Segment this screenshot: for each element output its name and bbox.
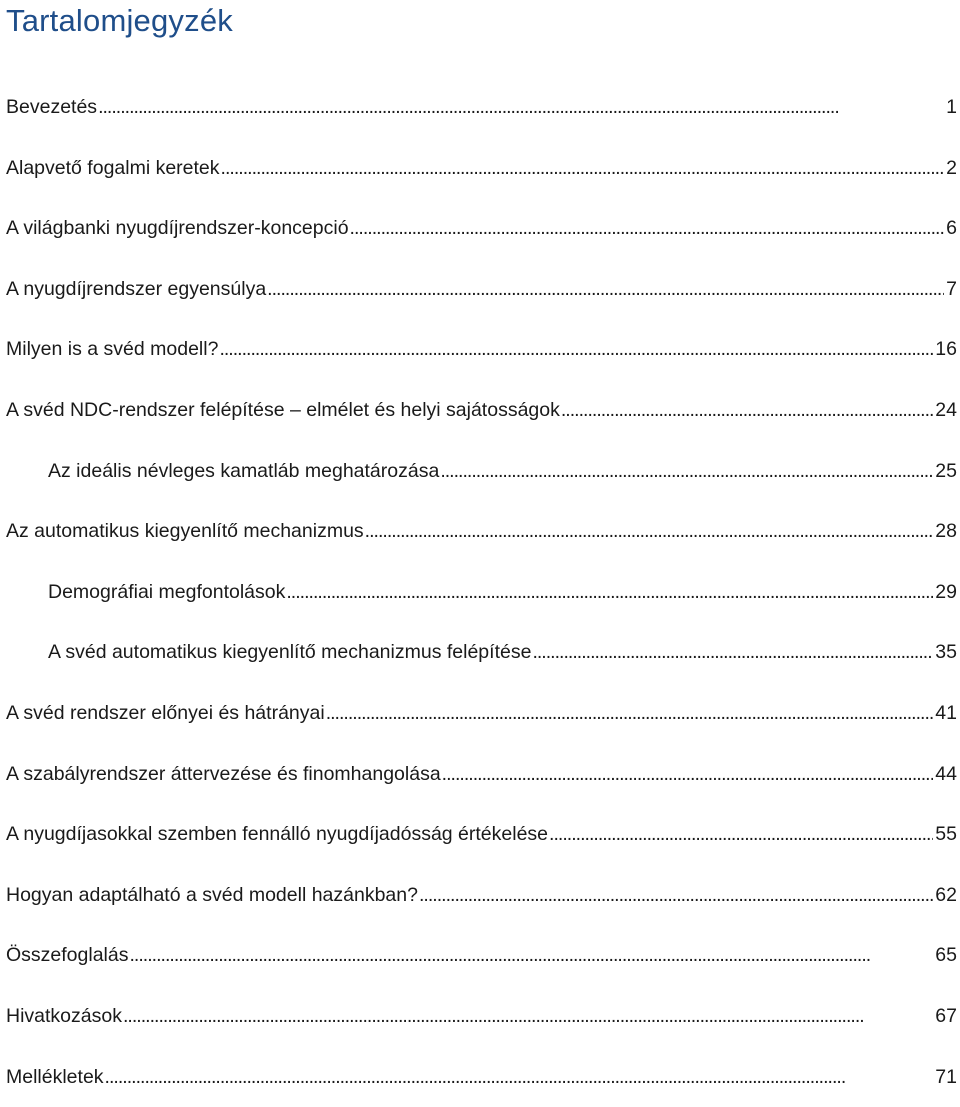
toc-entry-page: 29: [935, 562, 957, 623]
dot-leader: [326, 683, 934, 744]
toc-entry-label: Milyen is a svéd modell?: [6, 319, 218, 380]
toc-entry-page: 71: [935, 1047, 957, 1107]
toc-entry-page: 7: [946, 259, 957, 320]
dot-leader: [129, 925, 933, 986]
toc-entry-page: 1: [946, 77, 957, 138]
toc-entry[interactable]: [0, 501, 960, 562]
dot-leader: [440, 441, 933, 502]
dot-leader: [267, 259, 944, 320]
dot-leader: [350, 198, 945, 259]
toc-entry[interactable]: [0, 986, 960, 1047]
dot-leader: [105, 1047, 934, 1107]
dot-leader: [561, 380, 933, 441]
toc-entry-label: Hivatkozások: [6, 986, 122, 1047]
toc-entry-page: 2: [946, 138, 957, 199]
toc-entry-label: A svéd automatikus kiegyenlítő mechanizmus felépítése: [48, 622, 531, 683]
toc-entry[interactable]: [0, 319, 960, 380]
toc-entry-label: A nyugdíjrendszer egyensúlya: [6, 259, 266, 320]
toc-entry[interactable]: [0, 562, 960, 623]
toc-entry[interactable]: [0, 259, 960, 320]
toc-entry-label: A szabályrendszer áttervezése és finomhangolása: [6, 744, 441, 805]
toc-entry-label: Bevezetés: [6, 77, 97, 138]
dot-leader: [219, 319, 933, 380]
toc-entry-page: 41: [935, 683, 957, 744]
toc-entry[interactable]: [0, 380, 960, 441]
toc-entry-label: Az ideális névleges kamatláb meghatározása: [48, 441, 439, 502]
toc-entry-page: 55: [935, 804, 957, 865]
toc-entry-label: A svéd rendszer előnyei és hátrányai: [6, 683, 325, 744]
dot-leader: [286, 562, 933, 623]
toc-entry-label: Alapvető fogalmi keretek: [6, 138, 220, 199]
dot-leader: [419, 865, 933, 926]
dot-leader: [98, 77, 944, 138]
toc-entry-page: 28: [935, 501, 957, 562]
toc-list: [0, 77, 960, 1107]
toc-entry[interactable]: [0, 441, 960, 502]
toc-entry[interactable]: [0, 744, 960, 805]
toc-entry-label: A világbanki nyugdíjrendszer-koncepció: [6, 198, 349, 259]
toc-entry-page: 25: [935, 441, 957, 502]
dot-leader: [442, 744, 934, 805]
toc-entry-page: 6: [946, 198, 957, 259]
toc-entry-label: Demográfiai megfontolások: [48, 562, 285, 623]
toc-entry[interactable]: [0, 804, 960, 865]
dot-leader: [221, 138, 945, 199]
toc-entry[interactable]: [0, 138, 960, 199]
toc-entry[interactable]: [0, 198, 960, 259]
toc-entry-label: A svéd NDC-rendszer felépítése – elmélet és helyi sajátosságok: [6, 380, 560, 441]
toc-entry[interactable]: [0, 622, 960, 683]
toc-entry-label: Hogyan adaptálható a svéd modell hazánkban?: [6, 865, 418, 926]
toc-entry[interactable]: [0, 865, 960, 926]
toc-entry-page: 67: [935, 986, 957, 1047]
dot-leader: [365, 501, 934, 562]
page-title: Tartalomjegyzék: [6, 0, 233, 42]
toc-entry[interactable]: [0, 683, 960, 744]
dot-leader: [123, 986, 933, 1047]
toc-entry-label: Az automatikus kiegyenlítő mechanizmus: [6, 501, 364, 562]
dot-leader: [532, 622, 933, 683]
toc-entry-label: Összefoglalás: [6, 925, 128, 986]
toc-entry-page: 65: [935, 925, 957, 986]
toc-entry[interactable]: [0, 77, 960, 138]
toc-entry-page: 24: [935, 380, 957, 441]
toc-entry[interactable]: [0, 1047, 960, 1107]
toc-entry-page: 62: [935, 865, 957, 926]
dot-leader: [549, 804, 933, 865]
toc-entry-page: 35: [935, 622, 957, 683]
toc-entry-label: A nyugdíjasokkal szemben fennálló nyugdíjadósság értékelése: [6, 804, 548, 865]
toc-entry[interactable]: [0, 925, 960, 986]
toc-entry-page: 16: [935, 319, 957, 380]
toc-entry-label: Mellékletek: [6, 1047, 104, 1107]
toc-entry-page: 44: [935, 744, 957, 805]
